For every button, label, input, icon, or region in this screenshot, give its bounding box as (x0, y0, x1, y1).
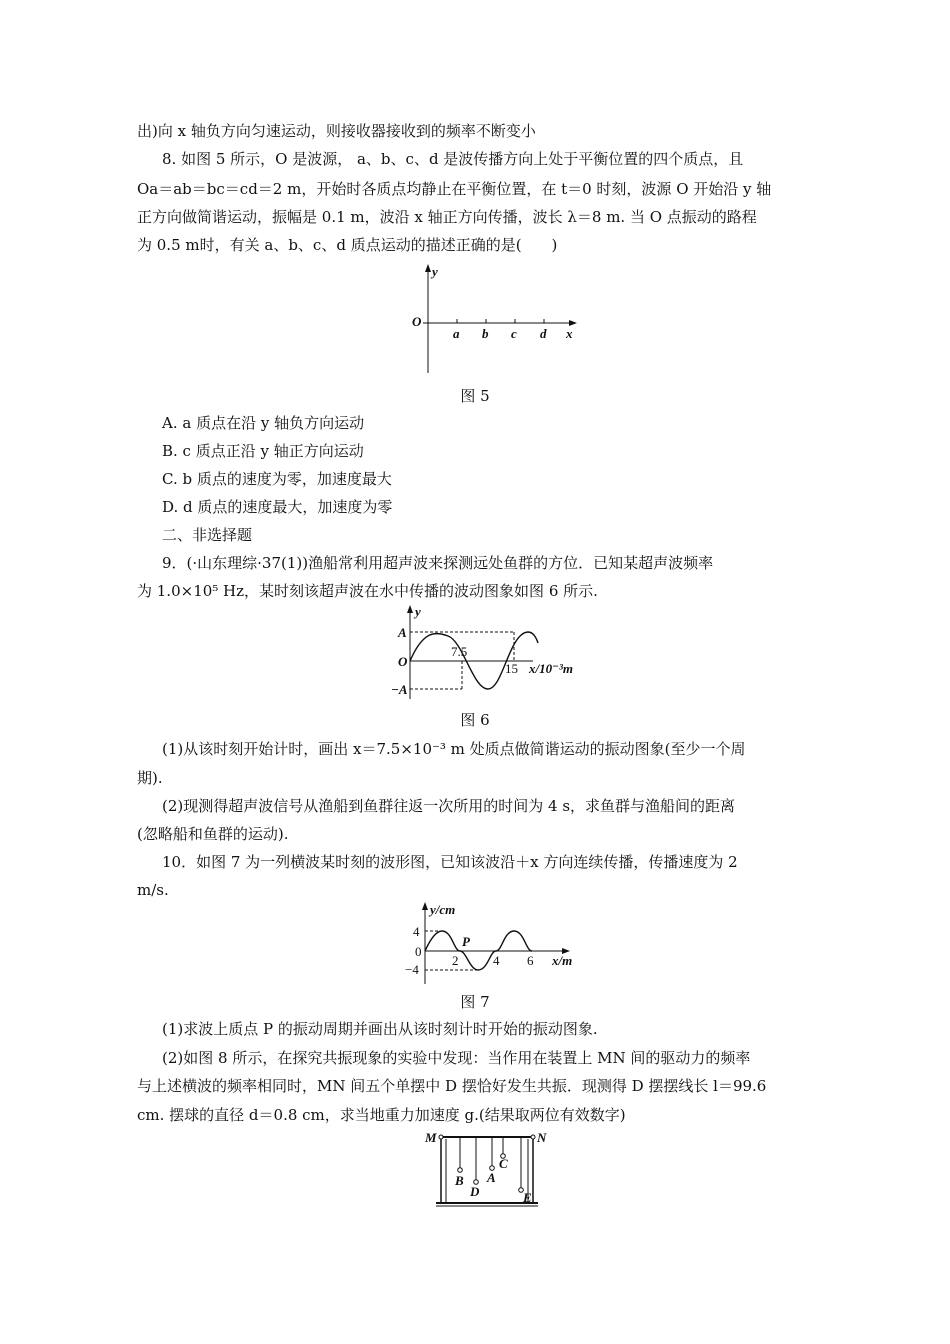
question-9-part-1: (1)从该时刻开始计时，画出 x＝7.5×10⁻³ m 处质点做简谐运动的振动图象(至少一个周 (162, 740, 746, 758)
question-9-part-2: (2)现测得超声波信号从渔船到鱼群往返一次所用的时间为 4 s，求鱼群与渔船间的距离 (162, 797, 736, 815)
y-tick-0: 0 (415, 944, 422, 959)
point-b-label: b (482, 326, 489, 341)
section-heading: 二、非选择题 (162, 526, 253, 544)
x-axis-label: x/10⁻³m (529, 661, 573, 676)
x-axis-label: x/m (552, 953, 573, 968)
y-axis-label: y (415, 604, 421, 619)
y-axis-label: y (432, 264, 438, 279)
figure-8 (420, 1130, 570, 1210)
y-tick-neg4: −4 (405, 962, 419, 977)
figure-7 (384, 898, 584, 988)
tick-15-label: 15 (505, 661, 518, 676)
y-tick-4: 4 (413, 924, 420, 939)
text-line: 正方向做简谐运动，振幅是 0.1 m，波沿 x 轴正方向传播，波长 λ＝8 m. 当 O 点振动的路程 (137, 208, 757, 226)
text-line: Oa＝ab＝bc＝cd＝2 m，开始时各质点均静止在平衡位置，在 t＝0 时刻，波源 O 开始沿 y 轴 (137, 180, 772, 198)
question-10-part-1: (1)求波上质点 P 的振动周期并画出从该时刻计时开始的振动图象. (162, 1020, 598, 1038)
label-n: N (537, 1130, 547, 1145)
option-b: B. c 质点正沿 y 轴正方向运动 (162, 442, 364, 460)
x-axis-label: x (566, 326, 573, 341)
text-line: cm. 摆球的直径 d＝0.8 cm，求当地重力加速度 g.(结果取两位有效数字) (137, 1106, 626, 1124)
point-p-label: P (462, 934, 470, 949)
figure-6 (383, 603, 603, 703)
label-a: A (487, 1170, 496, 1185)
figure-5 (405, 263, 595, 378)
point-d-label: d (540, 326, 547, 341)
option-c: C. b 质点的速度为零，加速度最大 (162, 470, 392, 488)
y-axis-label: y/cm (430, 902, 456, 917)
neg-amplitude-label: −A (391, 682, 408, 697)
label-m: M (425, 1130, 437, 1145)
x-tick-2: 2 (452, 953, 459, 968)
question-9: 9．(·山东理综·37(1))渔船常利用超声波来探测远处鱼群的方位．已知某超声波频率 (162, 554, 714, 572)
label-b: B (455, 1173, 464, 1188)
figure-5-caption: 图 5 (460, 387, 490, 405)
question-10-part-2: (2)如图 8 所示，在探究共振现象的实验中发现：当作用在装置上 MN 间的驱动力的频率 (162, 1049, 751, 1067)
label-c: C (499, 1156, 508, 1171)
text-line: 为 0.5 m时，有关 a、b、c、d 质点运动的描述正确的是( ) (137, 236, 558, 254)
label-d: D (470, 1184, 480, 1199)
text-line: 期). (137, 769, 163, 787)
point-a-label: a (453, 326, 460, 341)
origin-label: O (412, 314, 422, 329)
question-10: 10．如图 7 为一列横波某时刻的波形图，已知该波沿＋x 方向连续传播，传播速度为 2 (162, 853, 738, 871)
figure-6-caption: 图 6 (460, 711, 490, 729)
amplitude-label: A (398, 625, 407, 640)
x-tick-6: 6 (527, 953, 534, 968)
text-line: 为 1.0×10⁵ Hz，某时刻该超声波在水中传播的波动图象如图 6 所示. (137, 582, 598, 600)
text-line: (忽略船和鱼群的运动). (137, 825, 289, 843)
text-line: m/s. (137, 881, 169, 899)
label-e: E (523, 1190, 532, 1205)
tick-7-5-label: 7.5 (451, 644, 468, 659)
origin-label: O (398, 654, 408, 669)
x-tick-4: 4 (493, 953, 500, 968)
figure-7-caption: 图 7 (460, 993, 490, 1011)
point-c-label: c (511, 326, 517, 341)
option-d: D. d 质点的速度最大，加速度为零 (162, 498, 393, 516)
text-line: 出)向 x 轴负方向匀速运动，则接收器接收到的频率不断变小 (137, 122, 536, 140)
option-a: A. a 质点在沿 y 轴负方向运动 (162, 414, 365, 432)
question-8: 8. 如图 5 所示，O 是波源， a、b、c、d 是波传播方向上处于平衡位置的四个质点，且 (162, 150, 744, 168)
text-line: 与上述横波的频率相同时，MN 间五个单摆中 D 摆恰好发生共振．现测得 D 摆摆线长 l＝99.6 (137, 1077, 767, 1095)
